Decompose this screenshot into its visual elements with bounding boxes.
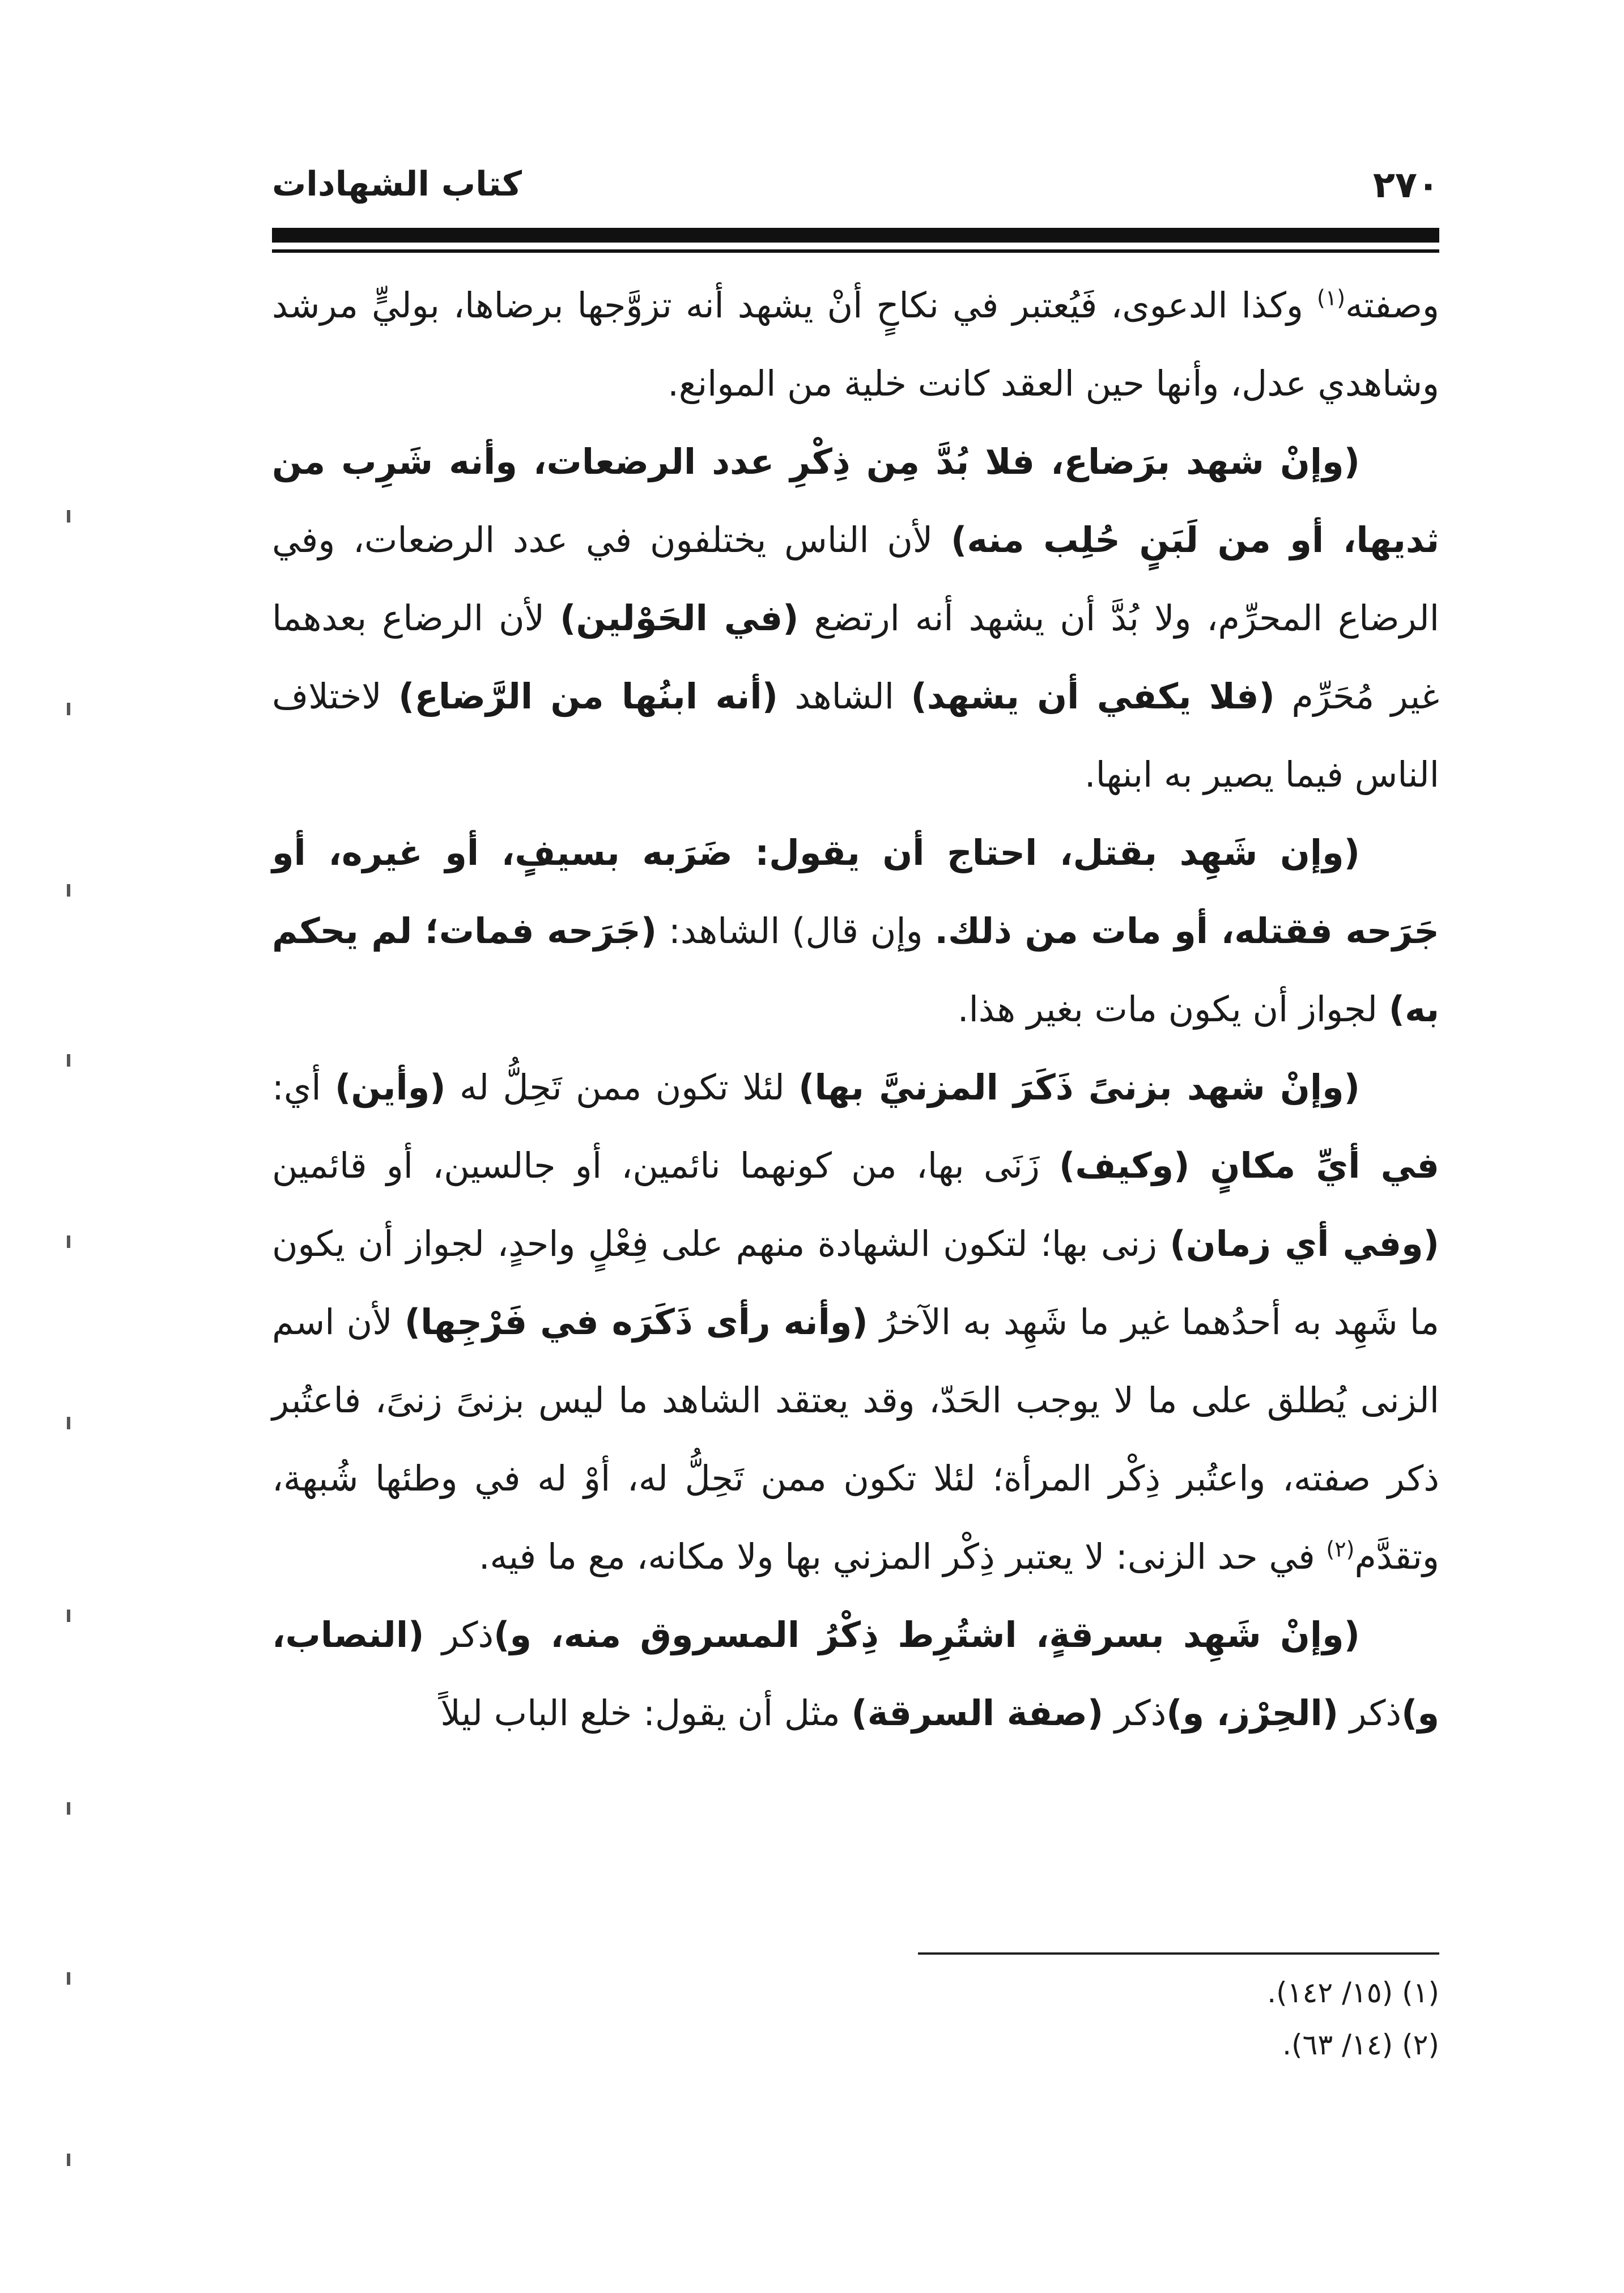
margin-mark <box>67 2154 70 2166</box>
paragraph-2: (وإنْ شهد برَضاع، فلا بُدَّ مِن ذِكْرِ عدد الرضعات، وأنه شَرِب من ثديها، أو من لَبَنٍ حُلِب منه) لأن الناس يختلفون في عدد الرضعات، وفي الرضاع المحرِّم، ولا بُدَّ أن يشهد أنه ارتضع (في الحَوْلين) لأن الرضاع بعدهما غير مُحَرِّم (فلا يكفي أن يشهد) الشاهد (أنه ابنُها من الرَّضاع) لاختلاف الناس فيما يصير به ابنها. <box>272 441 1439 795</box>
margin-mark <box>67 1054 70 1067</box>
page-header <box>272 159 1439 215</box>
paragraph-3: (وإن شَهِد بقتل، احتاج أن يقول: ضَرَبه بسيفٍ، أو غيره، أو جَرَحه فقتله، أو مات من ذلك. وإن قال) الشاهد: (جَرَحه فمات؛ لم يحكم به) لجواز أن يكون مات بغير هذا. <box>272 832 1439 1030</box>
footnote-2: (٢) (١٤/ ٦٣). <box>1282 2028 1439 2061</box>
footnote-separator <box>918 1952 1439 1955</box>
paragraph-1: وصفته$^{(١)}$ وكذا الدعوى، فَيُعتبر في نكاحٍ أنْ يشهد أنه تزوَّجها برضاها، بوليٍّ مرشد وشاهدي عدل، وأنها حين العقد كانت خلية من الموانع. <box>272 284 1439 404</box>
footnotes <box>272 1967 1439 2071</box>
paragraph-5: (وإنْ شَهِد بسرقةٍ، اشتُرِط ذِكْرُ المسروق منه، و)ذكر (النصاب، و)ذكر (الحِرْز، و)ذكر (صفة السرقة) مثل أن يقول: خلع الباب ليلاً <box>272 1614 1439 1734</box>
margin-mark <box>67 703 70 715</box>
margin-mark <box>67 1417 70 1429</box>
margin-mark <box>67 1610 70 1622</box>
main-text <box>272 266 1439 1752</box>
running-title: كتاب الشهادات <box>272 164 522 204</box>
margin-mark <box>67 884 70 897</box>
footnote-ref-1: (١) <box>1317 285 1346 311</box>
margin-mark <box>67 1802 70 1815</box>
paragraph-4: (وإنْ شهد بزنىً ذَكَرَ المزنيَّ بها) لئلا تكون ممن تَحِلُّ له (وأين) أي: في أيِّ مكانٍ (وكيف) زَنَى بها، من كونهما نائمين، أو جالسين، أو قائمين (وفي أي زمان) زنى بها؛ لتكون الشهادة منهم على فِعْلٍ واحدٍ، لجواز أن يكون ما شَهِد به أحدُهما غير ما شَهِد به الآخرُ (وأنه رأى ذَكَرَه في فَرْجِها) لأن اسم الزنى يُطلق على ما لا يوجب الحَدّ، وقد يعتقد الشاهد ما ليس بزنىً زنىً، فاعتُبر ذكر صفته، واعتُبر ذِكْر المرأة؛ لئلا تكون ممن تَحِلُّ له، أوْ له في وطئها شُبهة، وتقدَّم$^{(٢)}$ في حد الزنى: لا يعتبر ذِكْر المزني بها ولا مكانه، مع ما فيه. <box>272 1067 1440 1577</box>
margin-mark <box>67 1972 70 1985</box>
header-rule-thick <box>272 228 1439 243</box>
footnote-ref-2: (٢) <box>1326 1536 1355 1562</box>
header-rule-thin <box>272 249 1439 253</box>
margin-mark <box>67 510 70 523</box>
page-number: ٢٧٠ <box>1372 164 1439 206</box>
footnote-1: (١) (١٥/ ١٤٢). <box>1267 1976 1439 2009</box>
margin-mark <box>67 1235 70 1248</box>
